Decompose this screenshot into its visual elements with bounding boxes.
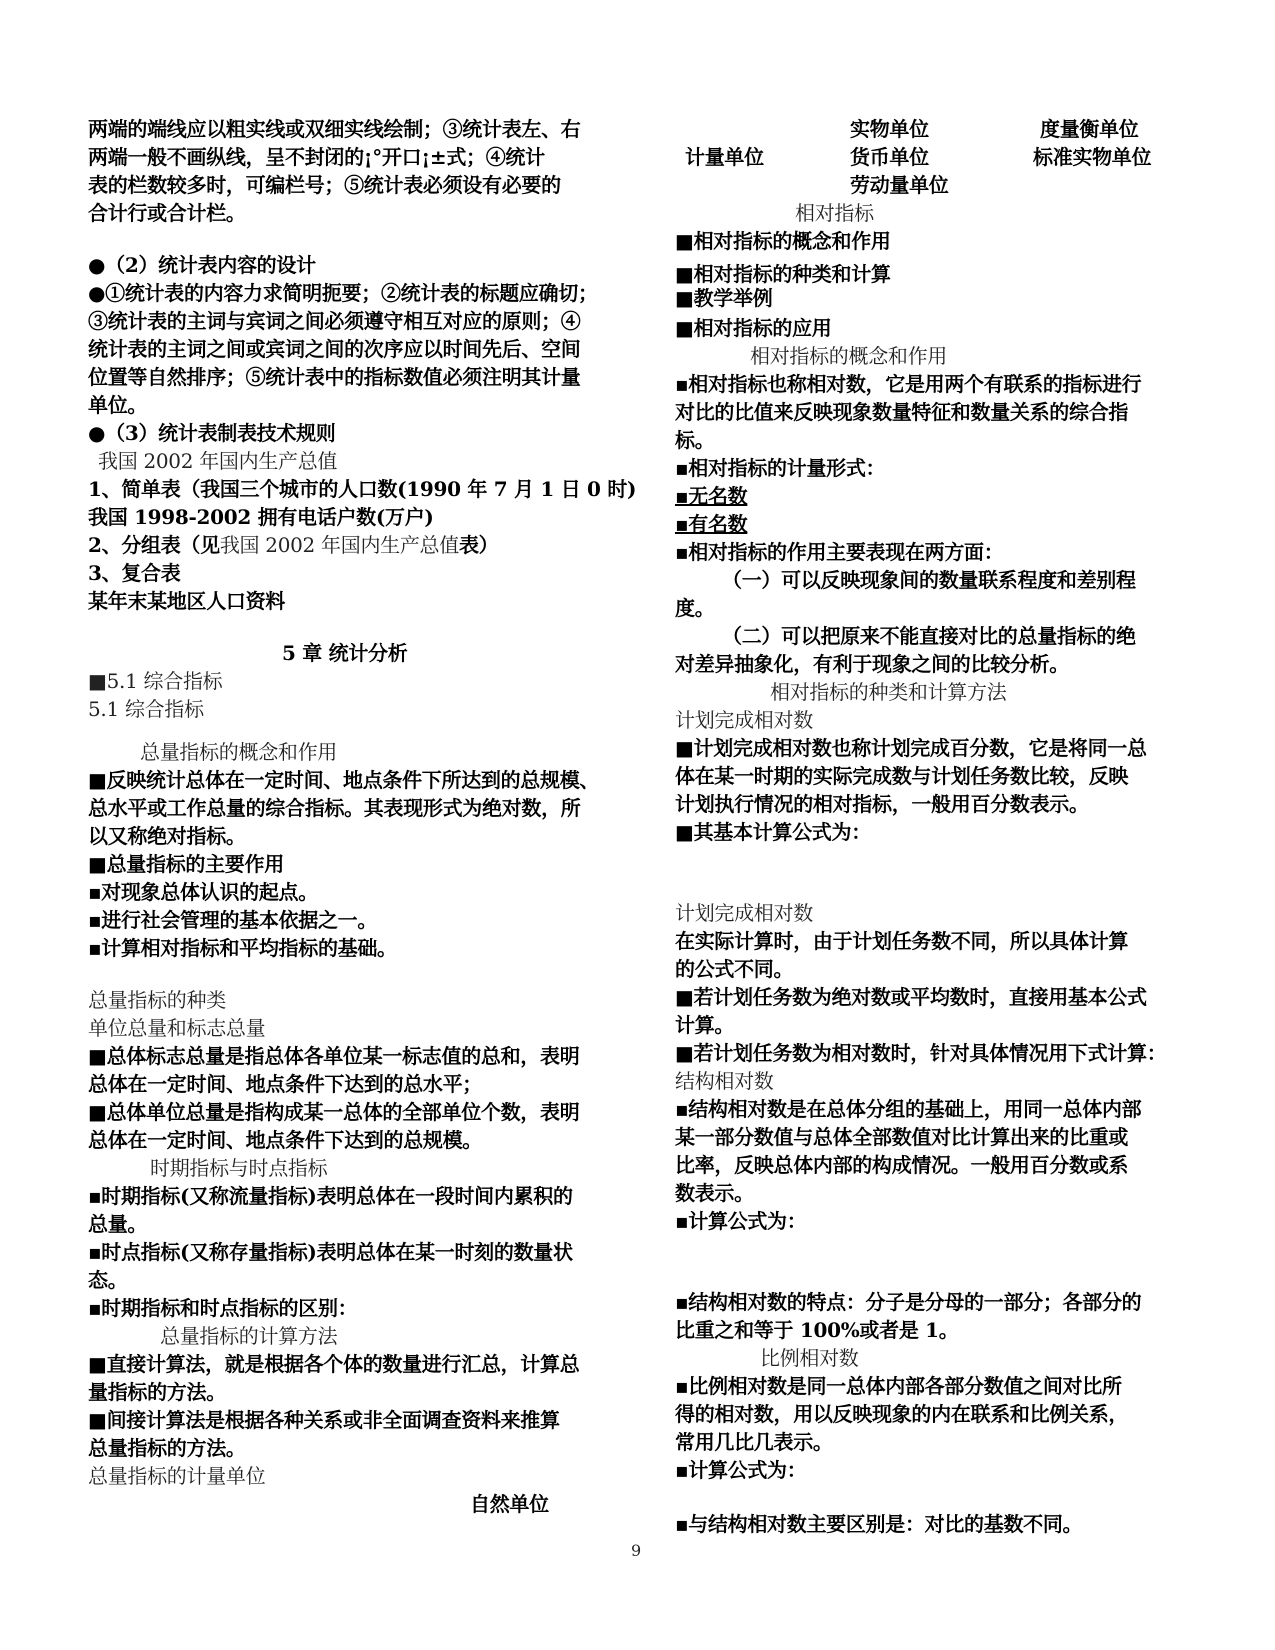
unit-label: 劳动量单位 (850, 173, 949, 197)
text-line: 计算。 (675, 1013, 735, 1037)
unit-label: 计量单位 (685, 145, 764, 169)
text-line: 3、复合表 (88, 561, 181, 585)
subsection-heading: 总量指标的计量单位 (88, 1464, 266, 1488)
text-line: ▪计算公式为： (675, 1458, 807, 1482)
text-line: 态。 (88, 1268, 128, 1292)
text-line: ●①统计表的内容力求简明扼要；②统计表的标题应确切； (88, 281, 598, 305)
text-line: ▪比例相对数是同一总体内部各部分数值之间对比所 (675, 1374, 1122, 1398)
text-line: 以又称绝对指标。 (88, 824, 246, 848)
outline-item: ■相对指标的种类和计算 (675, 262, 891, 286)
section-heading: ●（2）统计表内容的设计 (88, 253, 316, 277)
unit-label: 度量衡单位 (1040, 117, 1139, 141)
table-caption: 我国 2002 年国内生产总值 (98, 449, 338, 473)
subsection-heading: 时期指标与时点指标 (150, 1156, 328, 1180)
text-line: 在实际计算时，由于计划任务数不同，所以具体计算 (675, 929, 1129, 953)
text-line: 数表示。 (675, 1181, 754, 1205)
text-line: 的公式不同。 (675, 957, 794, 981)
text-line: ■间接计算法是根据各种关系或非全面调查资料来推算 (88, 1408, 560, 1432)
text-line: ▪时期指标(又称流量指标)表明总体在一段时间内累积的 (88, 1184, 573, 1208)
text-line: （一）可以反映现象间的数量联系程度和差别程 (722, 568, 1136, 592)
list-item: ▪进行社会管理的基本依据之一。 (88, 908, 378, 932)
page-number: 9 (631, 1541, 641, 1560)
text-line: ▪与结构相对数主要区别是：对比的基数不同。 (675, 1512, 1083, 1536)
section-heading: ●（3）统计表制表技术规则 (88, 421, 336, 445)
outline-item: ■相对指标的概念和作用 (675, 229, 891, 253)
text-line: ▪相对指标的作用主要表现在两方面： (675, 540, 1004, 564)
list-item: ▪无名数 (675, 484, 748, 508)
list-item: ▪有名数 (675, 512, 748, 536)
text-line: ▪计算公式为： (675, 1209, 807, 1233)
subsection-heading: 结构相对数 (675, 1069, 774, 1093)
text-line: 比率，反映总体内部的构成情况。一般用百分数或系 (675, 1153, 1129, 1177)
text-line: 总体在一定时间、地点条件下达到的总规模。 (88, 1128, 482, 1152)
text-line: 合计行或合计栏。 (88, 201, 246, 225)
text-line: 两端一般不画纵线，呈不封闭的¡°开口¡±式；④统计 (88, 145, 545, 169)
text-line: （二）可以把原来不能直接对比的总量指标的绝 (722, 624, 1136, 648)
subsection-heading: 相对指标的种类和计算方法 (770, 680, 1007, 704)
outline-item: ■相对指标的应用 (675, 316, 832, 340)
text-line: 比重之和等于 100%或者是 1。 (675, 1318, 959, 1342)
text-line: 总体在一定时间、地点条件下达到的总水平； (88, 1072, 482, 1096)
text-line: ■反映统计总体在一定时间、地点条件下所达到的总规模、 (88, 768, 600, 792)
text-line: ▪时点指标(又称存量指标)表明总体在某一时刻的数量状 (88, 1240, 573, 1264)
text-line: 得的相对数，用以反映现象的内在联系和比例关系， (675, 1402, 1129, 1426)
unit-label: 货币单位 (850, 145, 929, 169)
text-line: 对差异抽象化，有利于现象之间的比较分析。 (675, 652, 1069, 676)
text-line: 标。 (675, 428, 715, 452)
subsection-heading: 总量指标的种类 (88, 988, 226, 1012)
text-line: ■计划完成相对数也称计划完成百分数，它是将同一总 (675, 736, 1147, 760)
text-line: 常用几比几表示。 (675, 1430, 833, 1454)
text-line: 我国 1998-2002 拥有电话户数(万户) (88, 505, 434, 529)
text-line (88, 531, 498, 559)
unit-label: 实物单位 (850, 117, 929, 141)
text-line: 体在某一时期的实际完成数与计划任务数比较，反映 (675, 764, 1129, 788)
text-line: 位置等自然排序；⑤统计表中的指标数值必须注明其计量 (88, 365, 581, 389)
outline-item: ■教学举例 (675, 286, 773, 310)
text-line: 总水平或工作总量的综合指标。其表现形式为绝对数，所 (88, 796, 581, 820)
text-line: 某一部分数值与总体全部数值对比计算出来的比重或 (675, 1125, 1129, 1149)
text-line: 某年末某地区人口资料 (88, 589, 285, 613)
text-line: ▪相对指标也称相对数，它是用两个有联系的指标进行 (675, 372, 1142, 396)
subsection-heading: 相对指标的概念和作用 (750, 344, 947, 368)
text-line: 总量。 (88, 1212, 148, 1236)
text-line: 总量指标的方法。 (88, 1436, 246, 1460)
text-line: ■若计划任务数为相对数时，针对具体情况用下式计算： (675, 1041, 1167, 1065)
text-line: 对比的比值来反映现象数量特征和数量关系的综合指 (675, 400, 1129, 424)
text-line: ▪时期指标和时点指标的区别： (88, 1296, 358, 1320)
text-line: 统计表的主词之间或宾词之间的次序应以时间先后、空间 (88, 337, 581, 361)
subsection-heading: 相对指标 (795, 201, 874, 225)
text-line: ▪结构相对数是在总体分组的基础上，用同一总体内部 (675, 1097, 1142, 1121)
text-line: ■若计划任务数为绝对数或平均数时，直接用基本公式 (675, 985, 1147, 1009)
subsection-heading: 单位总量和标志总量 (88, 1016, 266, 1040)
text-line: 1、简单表（我国三个城市的人口数(1990 年 7 月 1 日 0 时) (88, 477, 637, 501)
text-line: ■总量指标的主要作用 (88, 852, 284, 876)
section-title: 5.1 综合指标 (88, 697, 204, 721)
chapter-title: 5 章 统计分析 (282, 641, 408, 665)
text-line: ■直接计算法，就是根据各个体的数量进行汇总，计算总 (88, 1352, 580, 1376)
text-line: 度。 (675, 596, 715, 620)
list-item: ▪计算相对指标和平均指标的基础。 (88, 936, 397, 960)
subsection-heading: 计划完成相对数 (675, 708, 813, 732)
text-fragment: 我国 2002 年国内生产总值 (219, 533, 459, 557)
text-line: ■总体单位总量是指构成某一总体的全部单位个数，表明 (88, 1100, 580, 1124)
subsection-heading: 总量指标的概念和作用 (140, 740, 337, 764)
list-item: ▪对现象总体认识的起点。 (88, 880, 318, 904)
text-fragment: 表） (458, 533, 499, 557)
text-fragment: 2、分组表（见 (88, 533, 220, 557)
text-line: 表的栏数较多时，可编栏号；⑤统计表必须设有必要的 (88, 173, 561, 197)
text-line: 量指标的方法。 (88, 1380, 226, 1404)
text-line: ▪相对指标的计量形式： (675, 456, 886, 480)
subsection-heading: 计划完成相对数 (675, 901, 813, 925)
section-title: ■5.1 综合指标 (88, 669, 223, 693)
text-line: ▪结构相对数的特点：分子是分母的一部分；各部分的 (675, 1290, 1142, 1314)
unit-label: 标准实物单位 (1033, 145, 1152, 169)
subsection-heading: 总量指标的计算方法 (160, 1324, 338, 1348)
text-line: 计划执行情况的相对指标，一般用百分数表示。 (675, 792, 1089, 816)
text-line: 自然单位 (470, 1492, 549, 1516)
text-line: 单位。 (88, 393, 148, 417)
text-line: 两端的端线应以粗实线或双细实线绘制；③统计表左、右 (88, 117, 581, 141)
text-line: ■其基本计算公式为： (675, 820, 871, 844)
text-line: ■总体标志总量是指总体各单位某一标志值的总和，表明 (88, 1044, 580, 1068)
subsection-heading: 比例相对数 (760, 1346, 859, 1370)
text-line: ③统计表的主词与宾词之间必须遵守相互对应的原则；④ (88, 309, 581, 333)
